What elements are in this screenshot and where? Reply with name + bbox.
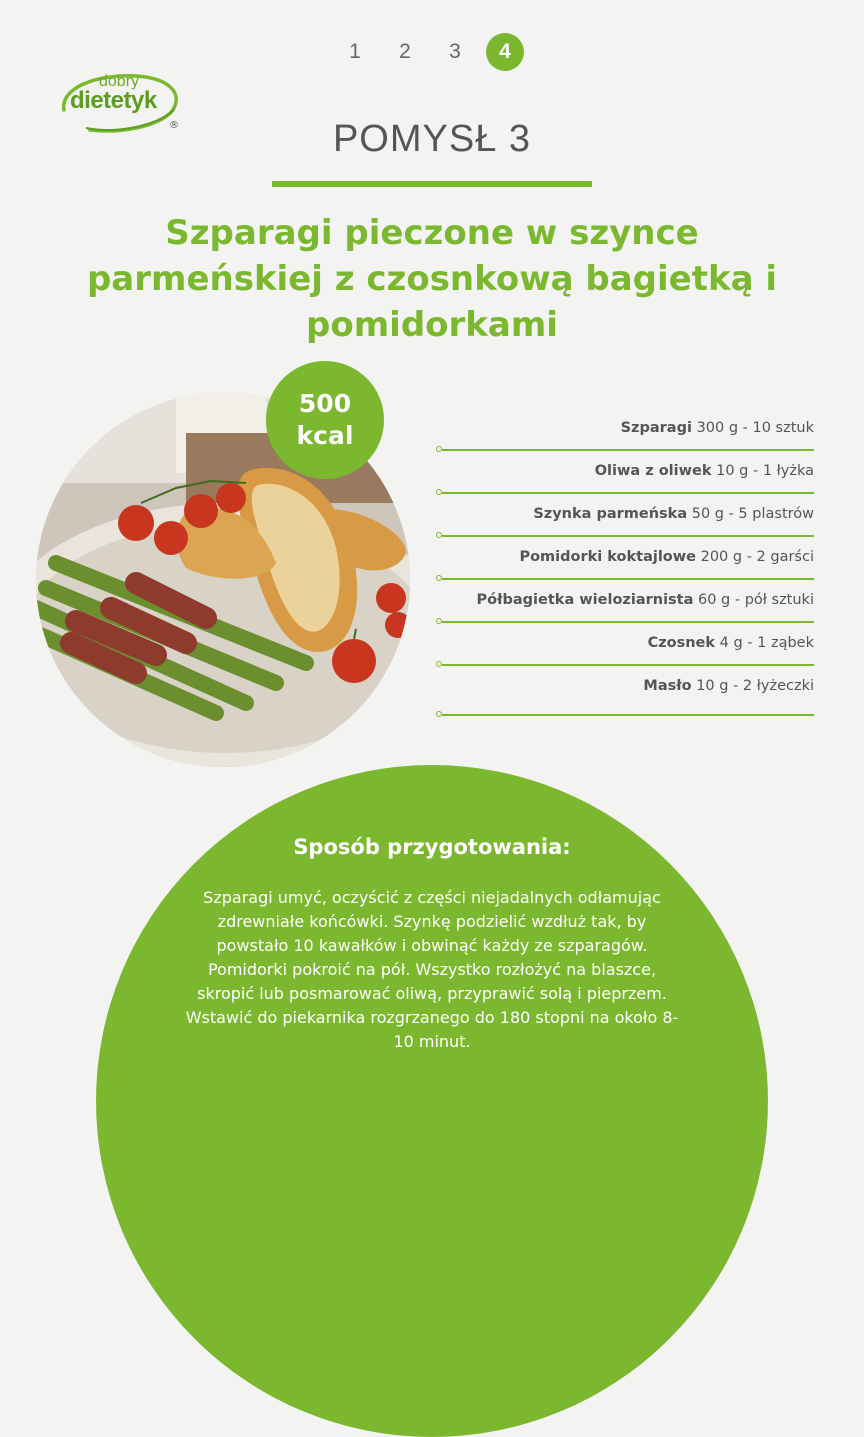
calories-value: 500	[298, 389, 352, 418]
ingredient-amount: 50 g - 5 plastrów	[691, 506, 814, 522]
ingredient-item	[436, 496, 814, 539]
preparation-panel	[96, 765, 768, 1437]
bullet-dot-icon	[436, 532, 442, 538]
ingredient-name: Szynka parmeńska	[533, 506, 688, 522]
ingredient-item	[436, 582, 814, 625]
registered-mark: ®	[169, 120, 179, 131]
recipe-title: Szparagi pieczone w szynce parmeńskiej z czosnkową bagietką i pomidorkami	[86, 213, 778, 345]
title-divider	[272, 181, 592, 187]
ingredient-name: Masło	[643, 678, 692, 694]
ingredient-name: Pomidorki koktajlowe	[519, 549, 696, 565]
ingredient-item	[436, 453, 814, 496]
ingredient-divider	[442, 449, 814, 451]
ingredient-divider	[442, 664, 814, 666]
ingredient-amount: 200 g - 2 garści	[700, 549, 814, 565]
ingredient-name: Oliwa z oliwek	[594, 463, 712, 479]
bullet-dot-icon	[436, 711, 442, 717]
ingredient-divider	[442, 578, 814, 580]
pagination	[336, 33, 536, 71]
page-2-indicator[interactable]: 2	[399, 40, 411, 63]
calories-badge	[266, 361, 384, 479]
idea-label: POMYSŁ 3	[332, 118, 532, 160]
ingredient-divider	[442, 714, 814, 716]
preparation-heading: Sposób przygotowania:	[293, 835, 571, 859]
bullet-dot-icon	[436, 618, 442, 624]
logo-text-main: dietetyk	[70, 87, 157, 114]
calories-unit: kcal	[296, 421, 354, 450]
preparation-text: Szparagi umyć, oczyścić z części niejadalnych odłamując zdrewniałe końcówki. Szynkę podzielić wzdłuż tak, by powstało 10 kawałków i obwinąć każdy ze szparagów. Pomidorki pokroić na pół. Wszystko rozłożyć na blaszce, skropić lub posmarować oliwą, przyprawić solą i pieprzem. Wstawić do piekarnika rozgrzanego do 180 stopni na około 8-10 minut.	[185, 888, 679, 1051]
page-3-indicator[interactable]: 3	[449, 40, 461, 63]
ingredient-name: Czosnek	[647, 635, 716, 651]
ingredient-name: Półbagietka wieloziarnista	[476, 592, 694, 608]
ingredient-item	[436, 539, 814, 582]
ingredient-item	[436, 410, 814, 453]
page-4-indicator-active[interactable]: 4	[486, 33, 524, 71]
ingredient-divider	[442, 621, 814, 623]
ingredient-amount: 60 g - pół sztuki	[698, 592, 814, 608]
ingredient-list	[436, 410, 814, 718]
ingredient-amount: 10 g - 2 łyżeczki	[696, 678, 814, 694]
ingredient-amount: 300 g - 10 sztuk	[696, 420, 814, 436]
bullet-dot-icon	[436, 489, 442, 495]
ingredient-item	[436, 668, 814, 718]
logo-text-top: dobry	[99, 73, 140, 90]
bullet-dot-icon	[436, 446, 442, 452]
ingredient-amount: 4 g - 1 ząbek	[719, 635, 814, 651]
ingredient-divider	[442, 492, 814, 494]
ingredient-item	[436, 625, 814, 668]
ingredient-divider	[442, 535, 814, 537]
bullet-dot-icon	[436, 575, 442, 581]
ingredient-name: Szparagi	[620, 420, 692, 436]
bullet-dot-icon	[436, 661, 442, 667]
page-1-indicator[interactable]: 1	[349, 40, 361, 63]
ingredient-amount: 10 g - 1 łyżka	[716, 463, 814, 479]
